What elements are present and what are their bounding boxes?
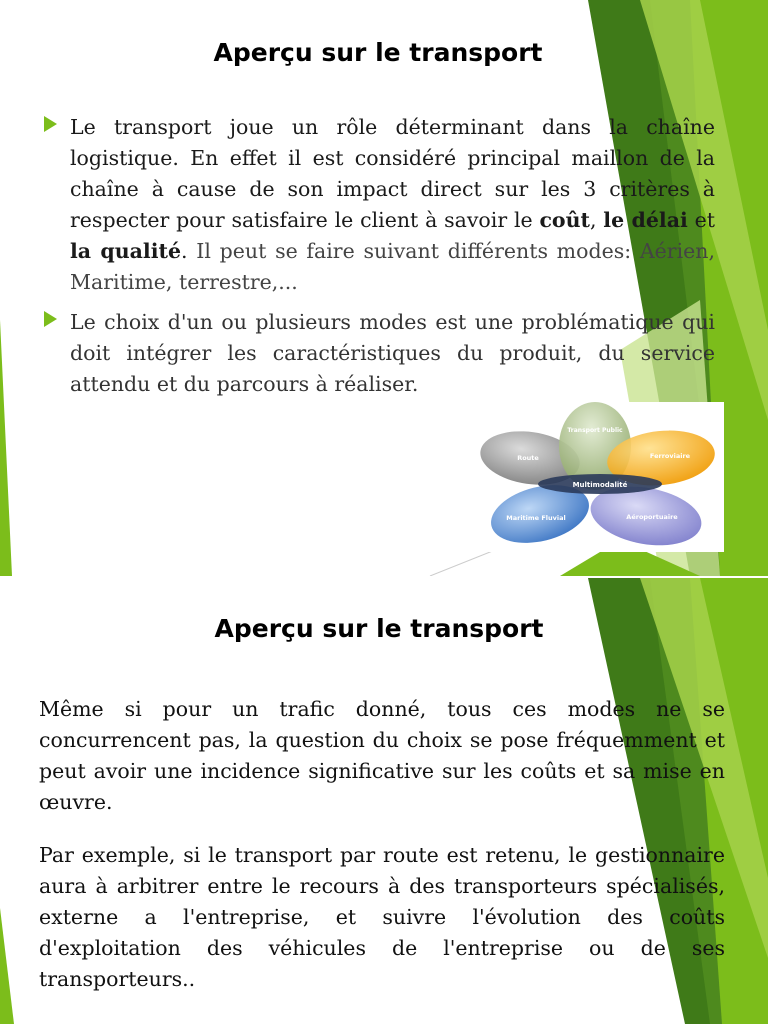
bullet-1-text-a: Le transport joue un rôle déterminant dans la chaîne logistique. En effet il est considéré principal maillon de la chaîne à cause de son impact direct sur les 3 critères à respecter pour satisfaire le client à savoir le — [70, 115, 715, 232]
period: . — [181, 239, 188, 263]
slide-2-paragraph-2: Par exemple, si le transport par route est retenu, le gestionnaire aura à arbitrer entre le recours à des transporteurs spécialisés, externe a l'entreprise, et suivre l'évolution des coûts d'exploitation des véhicules de l'entreprise ou de ses transporteurs.. — [39, 843, 725, 991]
bold-cout: coût — [539, 208, 590, 232]
label-transport-public: Transport Public — [567, 427, 623, 434]
conjunction-et: et — [687, 208, 715, 232]
multimodal-diagram-svg — [478, 402, 724, 552]
bullet-1-text-b: Il peut se faire suivant différents modes: Aérien, Maritime, terrestre,... — [70, 239, 716, 294]
slide-1-title: Aperçu sur le transport — [213, 38, 543, 67]
slide-2-paragraph-1: Même si pour un trafic donné, tous ces modes ne se concurrencent pas, la question du choix se pose fréquemment et peut avoir une incidence significative sur les coûts et sa mise en œuvre. — [39, 697, 725, 814]
label-maritime-fluvial: Maritime Fluvial — [506, 514, 566, 522]
bullet-2-text: Le choix d'un ou plusieurs modes est une problématique qui doit intégrer les caractéristiques du produit, du service attendu et du parcours à réaliser. — [70, 310, 715, 396]
bullet-arrow-icon — [44, 311, 57, 327]
label-aeroportuaire: Aéroportuaire — [626, 513, 678, 521]
comma: , — [589, 208, 604, 232]
bold-qualite: la qualité — [70, 239, 182, 263]
label-route: Route — [517, 454, 539, 462]
bullet-arrow-icon — [44, 116, 57, 132]
slide-2 — [0, 578, 768, 1024]
multimodal-diagram — [478, 402, 724, 552]
label-multimodalite: Multimodalité — [572, 481, 628, 489]
bold-delai: le délai — [603, 208, 688, 232]
slide-2-title: Aperçu sur le transport — [214, 614, 544, 643]
label-ferroviaire: Ferroviaire — [649, 452, 691, 460]
bullet-1-text — [70, 112, 715, 298]
